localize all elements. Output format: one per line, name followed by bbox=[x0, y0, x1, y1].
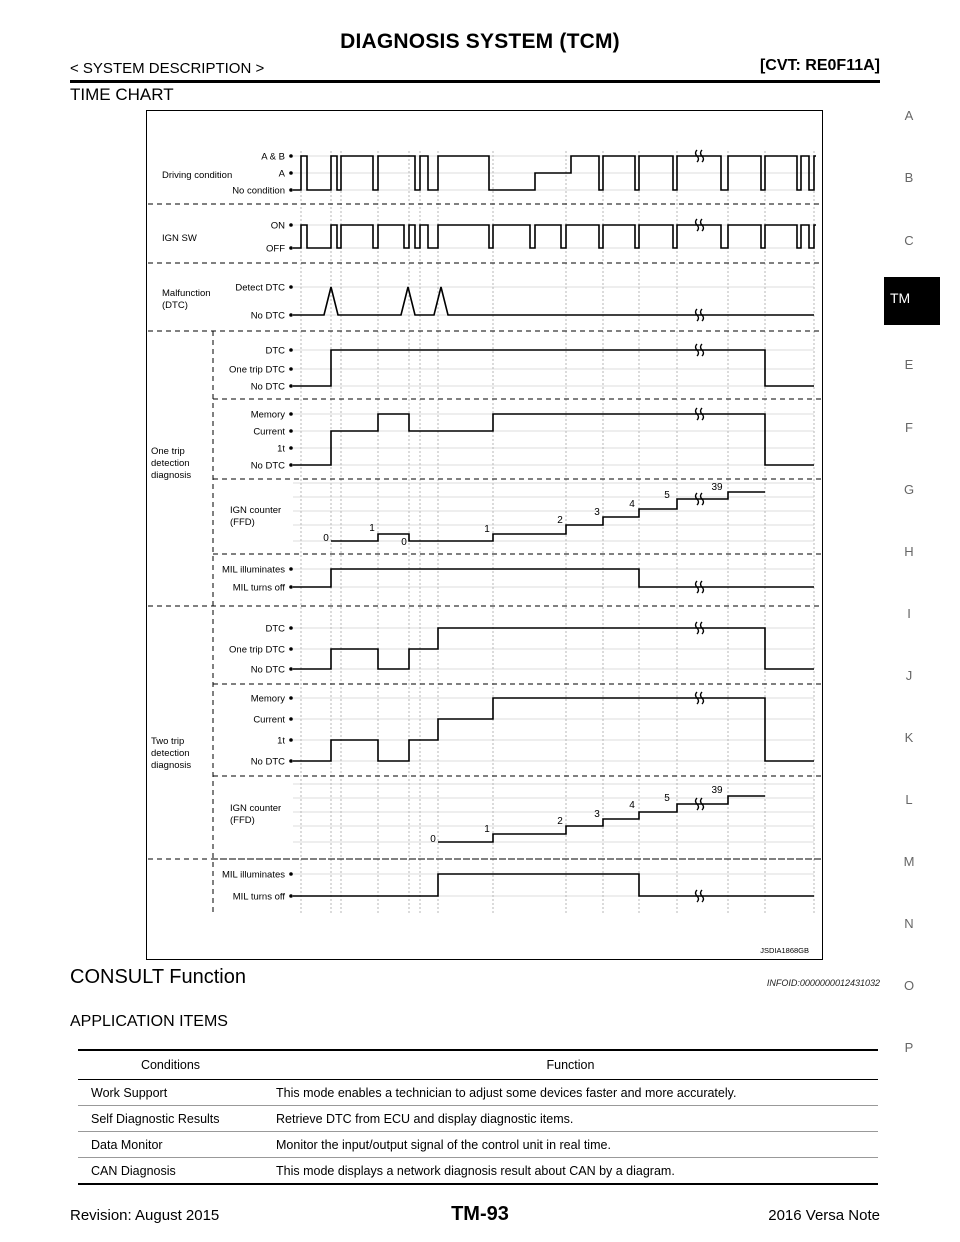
vehicle-model: 2016 Versa Note bbox=[768, 1207, 880, 1224]
group-label-ign-sw: IGN SW bbox=[162, 233, 197, 244]
level-label-one-trip-dtc: One trip DTC bbox=[229, 364, 285, 376]
level-label-ign-counter: (FFD) bbox=[230, 517, 255, 528]
counter-label: 5 bbox=[664, 793, 670, 804]
index-letter-h[interactable]: H bbox=[904, 544, 914, 559]
index-letter-p[interactable]: P bbox=[904, 1040, 914, 1055]
level-label-no-condition: No condition bbox=[232, 185, 285, 197]
counter-label: 0 bbox=[323, 533, 329, 544]
index-tab-active-label: TM bbox=[890, 290, 911, 306]
level-label-mil-illuminates-dot bbox=[289, 872, 293, 876]
counter-label: 1 bbox=[484, 824, 490, 835]
level-label-no-dtc: No DTC bbox=[250, 460, 285, 472]
level-label-off: OFF bbox=[266, 243, 285, 255]
time-chart-figure bbox=[146, 110, 823, 960]
group-label-two-trip: diagnosis bbox=[151, 760, 192, 771]
function-cell: Monitor the input/output signal of the control unit in real time. bbox=[263, 1132, 878, 1158]
index-letter-b[interactable]: B bbox=[904, 170, 914, 185]
condition-cell: CAN Diagnosis bbox=[78, 1158, 263, 1185]
index-letter-a[interactable]: A bbox=[904, 108, 914, 123]
condition-cell: Self Diagnostic Results bbox=[78, 1106, 263, 1132]
level-label-current-dot bbox=[289, 717, 293, 721]
level-label-mil-turns-off: MIL turns off bbox=[232, 891, 285, 903]
group-label-one-trip: diagnosis bbox=[151, 470, 192, 481]
group-label-two-trip: Two trip bbox=[151, 736, 185, 747]
level-label-no-dtc: No DTC bbox=[250, 310, 285, 322]
table-row bbox=[78, 1106, 878, 1132]
index-letter-n[interactable]: N bbox=[904, 916, 914, 931]
time-chart-diagram bbox=[147, 111, 822, 959]
index-letter-o[interactable]: O bbox=[903, 978, 915, 993]
level-label-1t-dot bbox=[289, 738, 293, 742]
level-label-memory-dot bbox=[289, 696, 293, 700]
group-label-malfunction: (DTC) bbox=[162, 300, 188, 311]
counter-label: 2 bbox=[557, 515, 563, 526]
table-header-row bbox=[78, 1050, 878, 1080]
level-label-mil-turns-off: MIL turns off bbox=[232, 582, 285, 594]
table-row bbox=[78, 1158, 878, 1185]
index-letter-i[interactable]: I bbox=[907, 606, 911, 621]
level-label-on: ON bbox=[270, 220, 285, 232]
function-cell: This mode displays a network diagnosis result about CAN by a diagram. bbox=[263, 1158, 878, 1185]
index-letter-m[interactable]: M bbox=[903, 854, 915, 869]
index-letter-l[interactable]: L bbox=[905, 792, 913, 807]
consult-heading: CONSULT Function bbox=[70, 966, 246, 988]
level-label-no-dtc-dot bbox=[289, 667, 293, 671]
level-label-a-and-b-dot bbox=[289, 154, 293, 158]
waveform-one-trip-mil bbox=[293, 569, 814, 587]
level-label-ign-counter: IGN counter bbox=[230, 505, 282, 516]
section-index-sidebar bbox=[880, 0, 960, 1242]
level-label-one-trip-dtc-dot bbox=[289, 367, 293, 371]
waveform-one-trip-counter bbox=[331, 492, 765, 541]
level-label-ign-counter: (FFD) bbox=[230, 815, 255, 826]
group-label-two-trip: detection bbox=[151, 748, 190, 759]
group-label-one-trip: One trip bbox=[151, 446, 185, 457]
counter-label: 0 bbox=[430, 834, 436, 845]
group-label-malfunction: Malfunction bbox=[162, 288, 211, 299]
waveform-two-trip-mil bbox=[293, 874, 814, 896]
counter-label: 2 bbox=[557, 816, 563, 827]
breadcrumb: < SYSTEM DESCRIPTION > bbox=[70, 60, 265, 77]
level-label-current: Current bbox=[253, 714, 285, 726]
index-letter-g[interactable]: G bbox=[903, 482, 915, 497]
application-items-table bbox=[78, 1049, 878, 1185]
function-cell: Retrieve DTC from ECU and display diagnostic items. bbox=[263, 1106, 878, 1132]
level-label-no-dtc-dot bbox=[289, 463, 293, 467]
time-chart-heading: TIME CHART bbox=[70, 85, 174, 104]
section-code: [CVT: RE0F11A] bbox=[759, 57, 880, 74]
waveform-two-trip-memory bbox=[293, 698, 814, 761]
table-row bbox=[78, 1132, 878, 1158]
counter-label: 3 bbox=[594, 809, 600, 820]
column-header-conditions: Conditions bbox=[78, 1050, 263, 1080]
group-label-one-trip: detection bbox=[151, 458, 190, 469]
counter-label: 0 bbox=[401, 537, 407, 548]
application-items-heading: APPLICATION ITEMS bbox=[70, 1013, 228, 1030]
info-id: INFOID:0000000012431032 bbox=[766, 978, 880, 988]
level-label-current: Current bbox=[253, 426, 285, 438]
index-letter-k[interactable]: K bbox=[904, 730, 914, 745]
level-label-dtc-dot bbox=[289, 626, 293, 630]
figure-code: JSDIA1868GB bbox=[760, 946, 809, 955]
level-label-no-dtc: No DTC bbox=[250, 664, 285, 676]
header-rule bbox=[70, 80, 880, 83]
level-label-dtc: DTC bbox=[265, 623, 285, 635]
level-label-detect-dtc: Detect DTC bbox=[235, 282, 285, 294]
level-label-memory: Memory bbox=[250, 693, 285, 705]
level-label-on-dot bbox=[289, 223, 293, 227]
level-label-no-dtc-dot bbox=[289, 384, 293, 388]
index-letter-f[interactable]: F bbox=[905, 420, 913, 435]
waveform-malfunction bbox=[293, 287, 814, 315]
group-label-driving-condition: Driving condition bbox=[162, 170, 233, 181]
function-cell: This mode enables a technician to adjust some devices faster and more accurately. bbox=[263, 1080, 878, 1106]
level-label-mil-turns-off-dot bbox=[289, 894, 293, 898]
waveform-one-trip-memory bbox=[293, 414, 814, 465]
level-label-1t: 1t bbox=[277, 735, 285, 747]
level-label-detect-dtc-dot bbox=[289, 285, 293, 289]
level-label-1t-dot bbox=[289, 446, 293, 450]
level-label-dtc: DTC bbox=[265, 345, 285, 357]
counter-label: 5 bbox=[664, 490, 670, 501]
level-label-memory-dot bbox=[289, 412, 293, 416]
counter-label: 1 bbox=[484, 524, 490, 535]
waveform-one-trip-dtc bbox=[293, 350, 814, 386]
level-label-mil-illuminates-dot bbox=[289, 567, 293, 571]
level-label-one-trip-dtc: One trip DTC bbox=[229, 644, 285, 656]
level-label-memory: Memory bbox=[250, 409, 285, 421]
level-label-mil-illuminates: MIL illuminates bbox=[221, 564, 285, 576]
index-letter-j[interactable]: J bbox=[905, 668, 913, 683]
waveform-two-trip-counter bbox=[438, 796, 765, 842]
level-label-off-dot bbox=[289, 246, 293, 250]
counter-label: 4 bbox=[629, 800, 635, 811]
level-label-a-and-b: A & B bbox=[261, 151, 285, 163]
waveform-ign-sw bbox=[293, 225, 816, 248]
level-label-one-trip-dtc-dot bbox=[289, 647, 293, 651]
level-label-mil-turns-off-dot bbox=[289, 585, 293, 589]
condition-cell: Work Support bbox=[78, 1080, 263, 1106]
level-label-ign-counter: IGN counter bbox=[230, 803, 282, 814]
revision-date: Revision: August 2015 bbox=[70, 1207, 220, 1224]
level-label-a: A bbox=[278, 168, 285, 180]
waveform-two-trip-dtc bbox=[293, 628, 814, 669]
level-label-1t: 1t bbox=[277, 443, 285, 455]
counter-label: 39 bbox=[711, 482, 723, 493]
counter-label: 1 bbox=[369, 523, 375, 534]
level-label-no-dtc: No DTC bbox=[250, 756, 285, 768]
counter-label: 3 bbox=[594, 507, 600, 518]
index-letter-e[interactable]: E bbox=[904, 357, 914, 372]
level-label-no-dtc: No DTC bbox=[250, 381, 285, 393]
column-header-function: Function bbox=[263, 1050, 878, 1080]
table-row bbox=[78, 1080, 878, 1106]
level-label-no-condition-dot bbox=[289, 188, 293, 192]
condition-cell: Data Monitor bbox=[78, 1132, 263, 1158]
level-label-no-dtc-dot bbox=[289, 759, 293, 763]
level-label-dtc-dot bbox=[289, 348, 293, 352]
level-label-current-dot bbox=[289, 429, 293, 433]
level-label-mil-illuminates: MIL illuminates bbox=[221, 869, 285, 881]
page-title: DIAGNOSIS SYSTEM (TCM) bbox=[340, 30, 620, 53]
level-label-a-dot bbox=[289, 171, 293, 175]
counter-label: 39 bbox=[711, 785, 723, 796]
page-number: TM-93 bbox=[451, 1203, 509, 1225]
index-letter-c[interactable]: C bbox=[904, 233, 914, 248]
level-label-no-dtc-dot bbox=[289, 313, 293, 317]
counter-label: 4 bbox=[629, 499, 635, 510]
